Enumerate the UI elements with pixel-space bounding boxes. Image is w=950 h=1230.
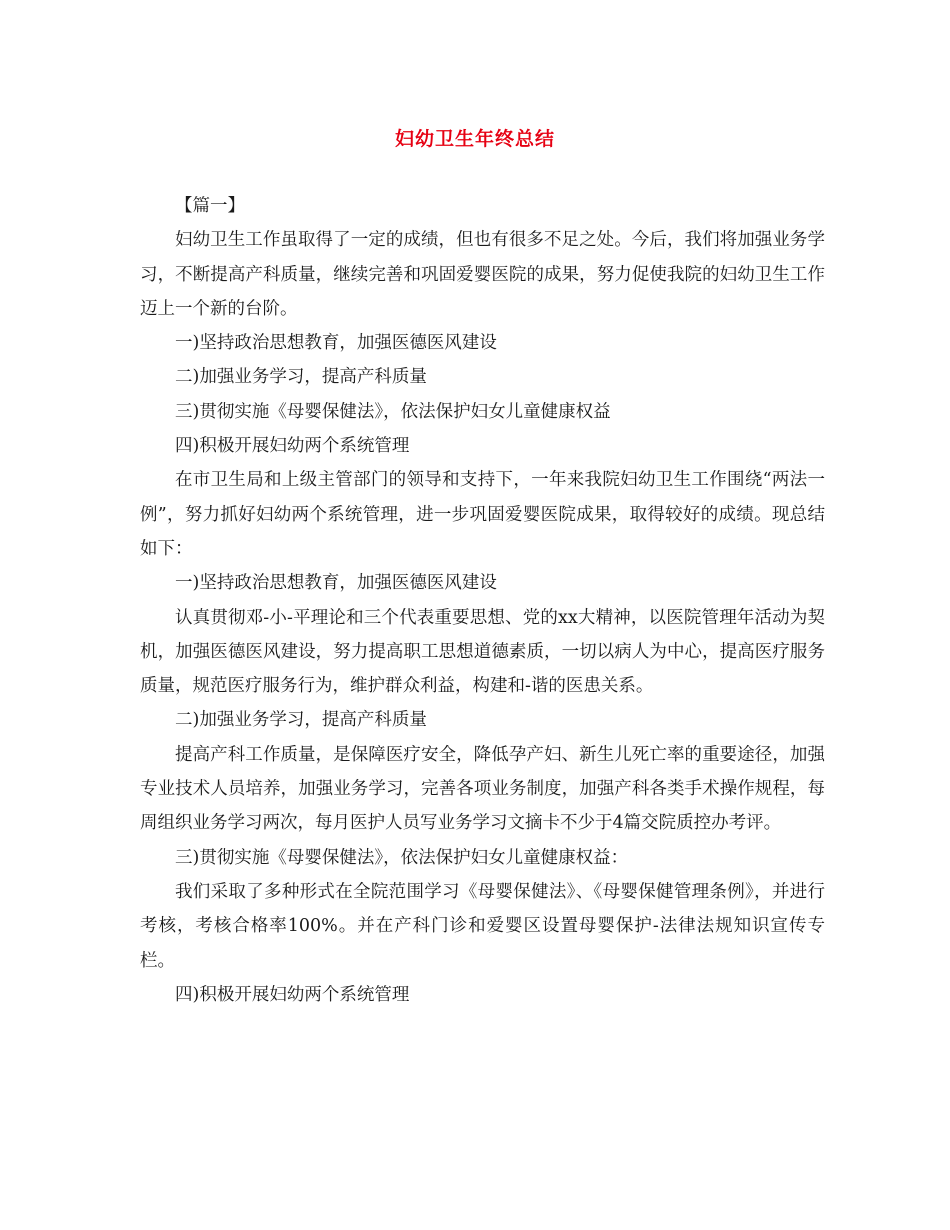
paragraph: 妇幼卫生工作虽取得了一定的成绩，但也有很多不足之处。今后，我们将加强业务学习，不断提高产科质量，继续完善和巩固爱婴医院的成果，努力促使我院的妇幼卫生工作迈上一个新的台阶。: [140, 230, 825, 319]
outline-item: 二)加强业务学习，提高产科质量: [175, 367, 427, 388]
section-heading: 【篇一】: [175, 196, 245, 216]
document-title: 妇幼卫生年终总结: [394, 128, 555, 150]
outline-item: 一)坚持政治思想教育，加强医德医风建设: [175, 333, 497, 354]
subheading: 二)加强业务学习，提高产科质量: [175, 710, 427, 731]
subheading: 三)贯彻实施《母婴保健法》，依法保护妇女儿童健康权益：: [175, 847, 629, 868]
subheading: 一)坚持政治思想教育，加强医德医风建设: [175, 573, 497, 594]
subheading: 四)积极开展妇幼两个系统管理: [175, 984, 410, 1005]
paragraph: 认真贯彻邓-小-平理论和三个代表重要思想、党的xx大精神，以医院管理年活动为契机，加强医德医风建设，努力提高职工思想道德素质，一切以病人为中心，提高医疗服务质量，规范医疗服务行为，维护群众利益，构建和-谐的医患关系。: [140, 607, 825, 697]
outline-item: 三)贯彻实施《母婴保健法》，依法保护妇女儿童健康权益: [175, 401, 611, 422]
paragraph: 提高产科工作质量，是保障医疗安全，降低孕产妇、新生儿死亡率的重要途径，加强专业技术人员培养，加强业务学习，完善各项业务制度，加强产科各类手术操作规程，每周组织业务学习两次，每月医护人员写业务学习文摘卡不少于4篇交院质控办考评。: [140, 744, 825, 834]
document-body: [140, 189, 825, 1012]
outline-item: 四)积极开展妇幼两个系统管理: [175, 436, 410, 457]
paragraph: 我们采取了多种形式在全院范围学习《母婴保健法》、《母婴保健管理条例》，并进行考核，考核合格率100%。并在产科门诊和爱婴区设置母婴保护-法律法规知识宣传专栏。: [140, 881, 825, 971]
paragraph: 在市卫生局和上级主管部门的领导和支持下，一年来我院妇幼卫生工作围绕“两法一例”，努力抓好妇幼两个系统管理，进一步巩固爱婴医院成果，取得较好的成绩。现总结如下：: [140, 470, 825, 559]
